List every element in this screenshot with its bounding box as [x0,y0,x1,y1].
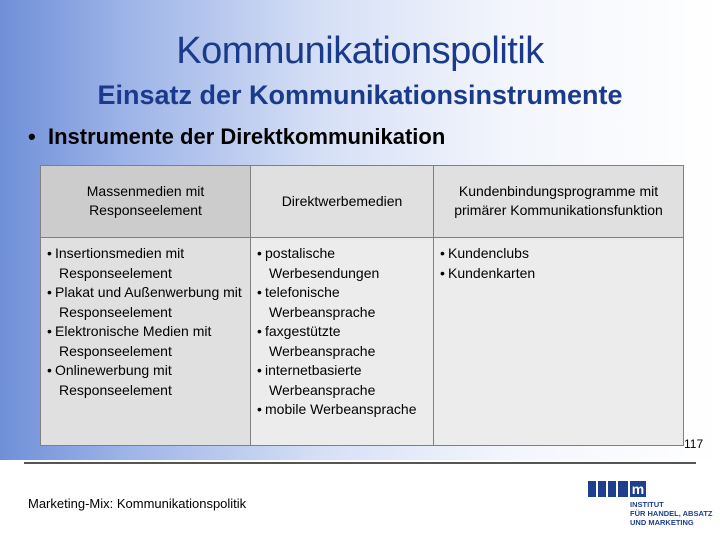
list-item: • Onlinewerbung mit Responseelement [47,362,172,398]
list-item: • telefonische Werbeansprache [257,284,376,320]
list-item: • mobile Werbeansprache [257,401,417,417]
slide-title: Kommunikationspolitik [176,30,544,72]
logo-block [588,481,596,497]
page-number: 117 [684,437,704,451]
slide-subtitle: Einsatz der Kommunikationsinstrumente [97,80,623,110]
bullet-dot: • [28,124,36,149]
column-body-kundenbindung [434,238,684,446]
column-header-massenmedien [41,166,251,238]
logo-block [598,481,606,497]
logo-text: INSTITUT FÜR HANDEL, ABSATZ UND MARKETING [630,500,713,527]
column-body-direktwerbemedien [251,238,434,446]
main-bullet [28,124,445,150]
logo-letter: m [631,481,645,497]
column-header-text: Massenmedien mit Responseelement [86,183,205,218]
list-item: • Elektronische Medien mit Responseelement [47,323,212,359]
list-item: • Insertionsmedien mit Responseelement [47,245,185,281]
logo-block [608,481,616,497]
column-header-direktwerbemedien [251,166,434,238]
institute-logo [588,478,718,538]
column-header-kundenbindung [434,166,684,238]
list-item: • Plakat und Außenwerbung mit Responseelement [47,284,242,320]
list-item: • postalische Werbesendungen [257,245,380,281]
column-header-text: Kundenbindungsprogramme mit primärer Kommunikationsfunktion [454,183,663,218]
main-bullet-text: Instrumente der Direktkommunikation [48,124,446,149]
list-item: • faxgestützte Werbeansprache [257,323,376,359]
list-item: • Kundenkarten [440,264,536,281]
instruments-table [40,165,684,446]
footer-text: Marketing-Mix: Kommunikationspolitik [28,496,247,511]
column-body-massenmedien [41,238,251,446]
logo-block [618,481,628,497]
list-item: • internetbasierte Werbeansprache [257,362,376,398]
footer-divider [24,462,696,464]
list-item: • Kundenclubs [440,245,529,261]
column-header-text: Direktwerbemedien [281,192,403,209]
